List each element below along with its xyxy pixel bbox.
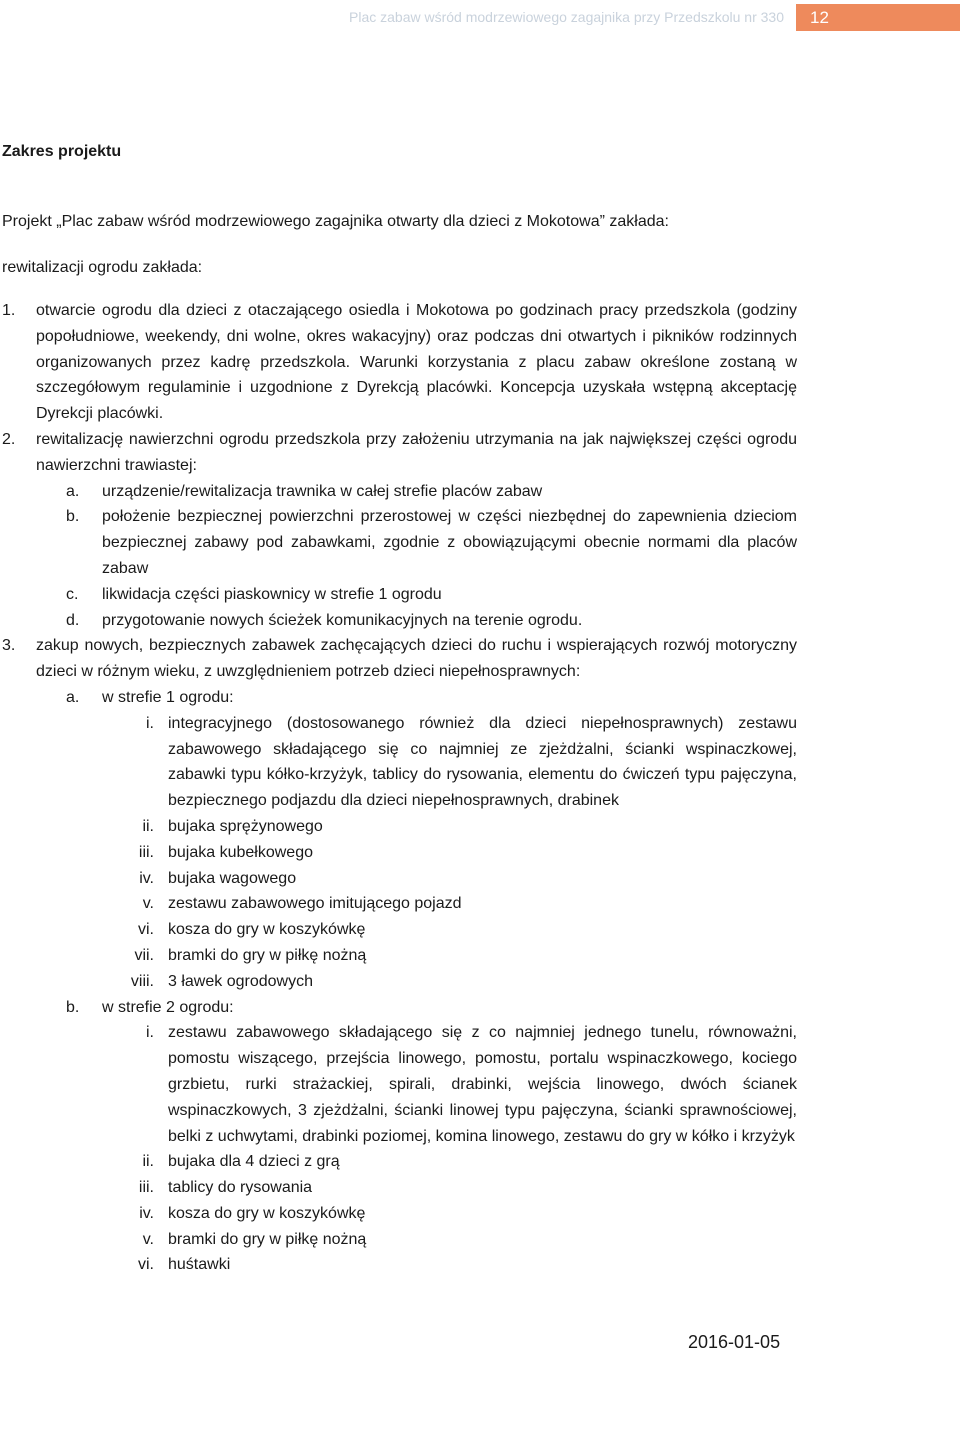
list-item (0, 633, 797, 685)
list-marker: iv. (139, 1204, 154, 1222)
list-item-text: bujaka wagowego (168, 869, 297, 887)
list-item-text: bujaka kubełkowego (168, 843, 313, 861)
list-item-text: tablicy do rysowania (168, 1179, 313, 1197)
list-item-text: bramki do gry w piłkę nożną (168, 946, 367, 964)
sub-list-item (0, 479, 797, 505)
list-item-text: rewitalizację nawierzchni ogrodu przedszkola przy założeniu utrzymania na jak największej części ogrodu nawierzchni trawiastej: (36, 430, 797, 474)
lead-paragraph: rewitalizacji ogrodu zakłada: (2, 259, 203, 276)
sub-sub-list-item (0, 711, 797, 814)
sub-sub-list-item (0, 969, 797, 995)
list-item-text: w strefie 1 ogrodu: (102, 688, 234, 706)
list-marker: ii. (142, 1153, 154, 1171)
sub-sub-list-item (0, 891, 797, 917)
sub-sub-list-item (0, 943, 797, 969)
list-item-text: bujaka sprężynowego (168, 817, 323, 835)
running-header-title: Plac zabaw wśród modrzewiowego zagajnika przy Przedszkolu nr 330 (349, 9, 784, 25)
page-number-badge (796, 4, 960, 31)
list-item-text: 3 ławek ogrodowych (168, 972, 313, 990)
sub-sub-list-item (0, 1175, 797, 1201)
sub-list-item (0, 685, 797, 711)
sub-sub-list-item (0, 1252, 797, 1278)
sub-list-item (0, 608, 797, 634)
sub-sub-list-item (0, 840, 797, 866)
list-item (0, 427, 797, 479)
list-marker: a. (66, 688, 80, 706)
list-item-text: zestawu zabawowego imitującego pojazd (168, 895, 462, 913)
intro-paragraph: Projekt „Plac zabaw wśród modrzewiowego zagajnika otwarty dla dzieci z Mokotowa” zakłada: (2, 213, 669, 230)
list-marker: a. (66, 482, 80, 500)
sub-sub-list-item (0, 866, 797, 892)
list-marker: i. (146, 1024, 154, 1042)
list-marker: iv. (139, 869, 154, 887)
list-marker: vi. (138, 1256, 154, 1274)
sub-list-item (0, 995, 797, 1021)
list-marker: v. (142, 895, 154, 913)
list-item-text: zestawu zabawowego składającego się z co najmniej jednego tunelu, równoważni, pomostu wiszącego, przejścia linowego, pomostu, portalu wspinaczkowego, kociego grzbietu, rurki strażackiej, spirali, drabinki, wejścia linowego, dwóch ścianek wspinaczkowych, 3 zjeżdżalni, ścianki linowej typu pajęczyna, ścianki sprawnościowej, belki z uchwytami, drabinki poziomej, komina linowego, zestawu do gry w kółko i krzyżyk (168, 1024, 797, 1145)
list-marker: 1. (2, 302, 16, 319)
sub-list-item (0, 582, 797, 608)
list-marker: 2. (2, 430, 16, 448)
list-item-text: otwarcie ogrodu dla dzieci z otaczającego osiedla i Mokotowa po godzinach pracy przedszkola (godziny popołudniowe, weekendy, dni wolne, okres wakacyjny) oraz podczas dni otwartych i pikników rodzinnych organizowanych przez kadrę przedszkola. Warunki korzystania z placu zabaw określone zostaną w szczegółowym regulaminie i uzgodnione z Dyrekcją placówki. Koncepcja uzyskała wstępną akceptację Dyrekcji placówki. (36, 302, 797, 423)
sub-sub-list-item (0, 1020, 797, 1149)
list-marker: vi. (138, 921, 154, 939)
page-number: 12 (810, 8, 829, 27)
list-marker: iii. (138, 1179, 154, 1197)
sub-sub-list-item (0, 1149, 797, 1175)
list-marker: iii. (138, 843, 154, 861)
list-marker: v. (142, 1230, 154, 1248)
list-marker: b. (66, 508, 80, 526)
list-marker: ii. (142, 817, 154, 835)
footer-date: 2016-01-05 (688, 1332, 781, 1352)
list-item (0, 298, 797, 427)
list-item-text: kosza do gry w koszykówkę (168, 1204, 366, 1222)
scope-list (0, 298, 797, 1278)
list-marker: viii. (130, 972, 154, 990)
list-item-text: przygotowanie nowych ścieżek komunikacyjnych na terenie ogrodu. (102, 611, 583, 629)
list-item-text: bramki do gry w piłkę nożną (168, 1230, 367, 1248)
sub-sub-list-item (0, 814, 797, 840)
list-item-text: huśtawki (168, 1256, 231, 1274)
list-item-text: kosza do gry w koszykówkę (168, 921, 366, 939)
list-marker: i. (146, 714, 154, 732)
sub-sub-list-item (0, 1227, 797, 1253)
list-item-text: urządzenie/rewitalizacja trawnika w całej strefie placów zabaw (102, 482, 543, 500)
list-marker: 3. (2, 637, 16, 655)
list-item-text: położenie bezpiecznej powierzchni przerostowej w części niezbędnej do zapewnienia dzieciom bezpiecznej zabawy pod zabawkami, zgodnie z obowiązującymi obecnie normami dla placów zabaw (102, 508, 797, 577)
list-marker: vii. (134, 946, 154, 964)
list-item-text: likwidacja części piaskownicy w strefie 1 ogrodu (102, 585, 442, 603)
sub-sub-list-item (0, 1201, 797, 1227)
list-marker: b. (66, 998, 80, 1016)
sub-sub-list-item (0, 917, 797, 943)
list-item-text: zakup nowych, bezpiecznych zabawek zachęcających dzieci do ruchu i wspierających rozwój motoryczny dzieci w różnym wieku, z uwzględnieniem potrzeb dzieci niepełnosprawnych: (36, 637, 797, 681)
list-item-text: w strefie 2 ogrodu: (102, 998, 234, 1016)
list-item-text: integracyjnego (dostosowanego również dla dzieci niepełnosprawnych) zestawu zabawowego składającego się co najmniej ze zjeżdżalni, ścianki wspinaczkowej, zabawki typu kółko-krzyżyk, tablicy do rysowania, elementu do ćwiczeń typu pajęczyna, bezpiecznego podjazdu dla dzieci niepełnosprawnych, drabinek (168, 714, 797, 810)
list-marker: d. (66, 611, 80, 629)
list-item-text: bujaka dla 4 dzieci z grą (168, 1153, 340, 1171)
section-title: Zakres projektu (2, 143, 122, 160)
sub-list-item (0, 504, 797, 581)
list-marker: c. (66, 585, 79, 603)
